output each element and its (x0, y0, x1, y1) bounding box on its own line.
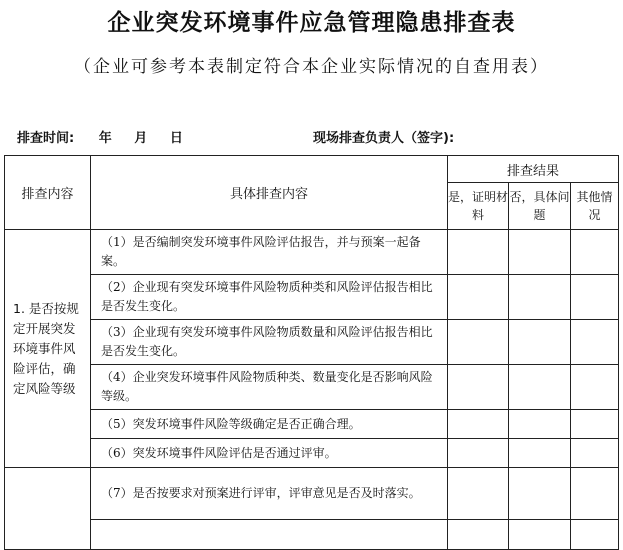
result-no-cell[interactable] (509, 439, 571, 468)
result-yes-cell[interactable] (448, 439, 509, 468)
result-no-cell[interactable] (509, 365, 571, 410)
page-title: 企业突发环境事件应急管理隐患排查表 (107, 9, 516, 36)
inspection-time-label: 排查时间: (17, 131, 75, 146)
check-item: （4）企业突发环境事件风险物质种类、数量变化是否影响风险等级。 (91, 365, 448, 410)
header-result: 排查结果 (448, 156, 619, 183)
result-other-cell[interactable] (571, 439, 619, 468)
result-yes-cell[interactable] (448, 320, 509, 365)
category-cell (5, 468, 91, 550)
responsible-person-label: 现场排查负责人（签字): (313, 131, 455, 146)
result-yes-cell[interactable] (448, 520, 509, 550)
check-item: （1）是否编制突发环境事件风险评估报告，并与预案一起备案。 (91, 230, 448, 275)
result-yes-cell[interactable] (448, 410, 509, 439)
result-yes-cell[interactable] (448, 275, 509, 320)
check-item: （3）企业现有突发环境事件风险物质数量和风险评估报告相比是否发生变化。 (91, 320, 448, 365)
result-yes-cell[interactable] (448, 468, 509, 520)
result-other-cell[interactable] (571, 468, 619, 520)
check-item: （2）企业现有突发环境事件风险物质种类和风险评估报告相比是否发生变化。 (91, 275, 448, 320)
check-item (91, 520, 448, 550)
result-no-cell[interactable] (509, 520, 571, 550)
inspection-table (4, 155, 619, 550)
result-other-cell[interactable] (571, 365, 619, 410)
header-no: 否，具体问题 (509, 183, 571, 230)
result-no-cell[interactable] (509, 275, 571, 320)
inspection-time-row (17, 127, 183, 146)
check-item: （6）突发环境事件风险评估是否通过评审。 (91, 439, 448, 468)
result-no-cell[interactable] (509, 320, 571, 365)
check-item: （7）是否按要求对预案进行评审，评审意见是否及时落实。 (91, 468, 448, 520)
month-label: 月 (134, 131, 148, 146)
header-yes: 是，证明材料 (448, 183, 509, 230)
result-other-cell[interactable] (571, 410, 619, 439)
header-detail: 具体排查内容 (91, 156, 448, 230)
header-category: 排查内容 (5, 156, 91, 230)
result-other-cell[interactable] (571, 520, 619, 550)
result-yes-cell[interactable] (448, 230, 509, 275)
category-cell: 1. 是否按规定开展突发环境事件风险评估，确定风险等级 (5, 230, 91, 468)
result-other-cell[interactable] (571, 320, 619, 365)
result-yes-cell[interactable] (448, 365, 509, 410)
result-other-cell[interactable] (571, 275, 619, 320)
result-other-cell[interactable] (571, 230, 619, 275)
header-other: 其他情况 (571, 183, 619, 230)
result-no-cell[interactable] (509, 410, 571, 439)
check-item: （5）突发环境事件风险等级确定是否正确合理。 (91, 410, 448, 439)
year-label: 年 (98, 131, 112, 146)
result-no-cell[interactable] (509, 468, 571, 520)
page-subtitle: （企业可参考本表制定符合本企业实际情况的自查用表） (74, 57, 549, 77)
result-no-cell[interactable] (509, 230, 571, 275)
day-label: 日 (169, 131, 183, 146)
